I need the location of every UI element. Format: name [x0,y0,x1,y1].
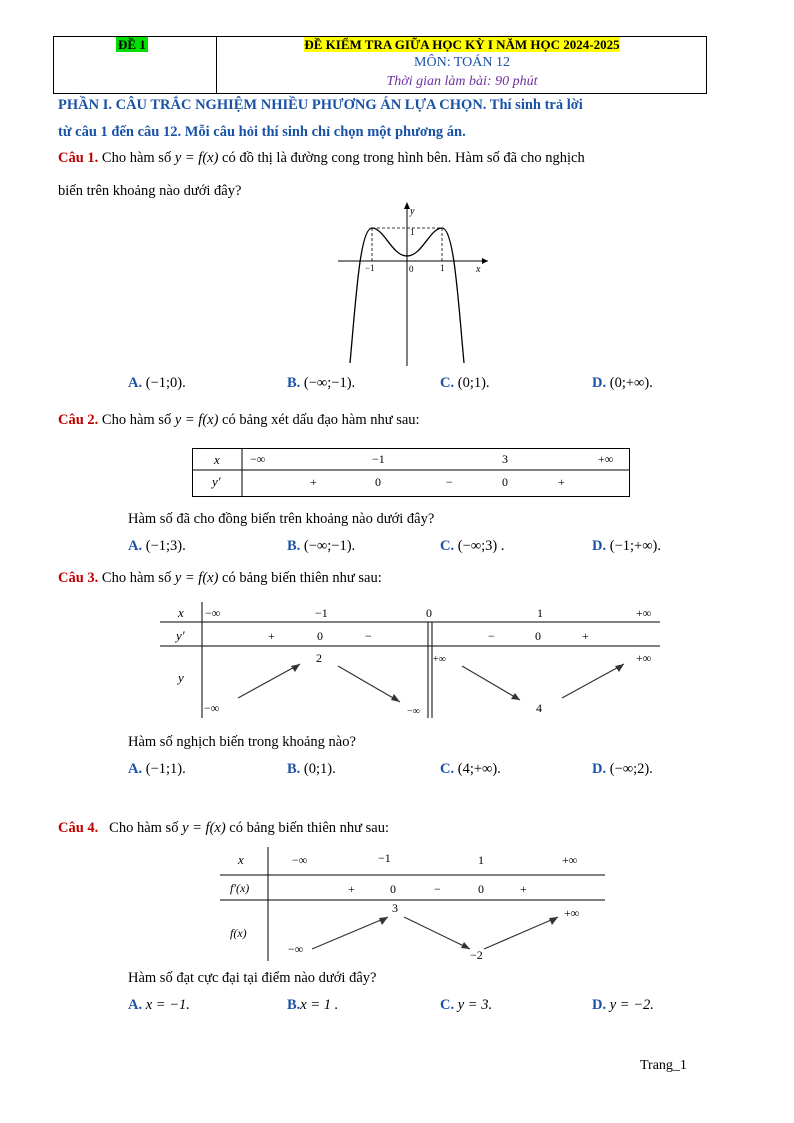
q4-label: Câu 4. [58,820,99,836]
svg-text:−2: −2 [470,948,483,962]
q3-line1: Câu 3. Cho hàm số y = f(x) có bảng biến thiên như sau: [58,570,382,586]
x-axis-arrow [482,258,488,264]
svg-text:x: x [178,605,184,620]
svg-text:y′: y′ [176,628,185,643]
svg-text:2: 2 [316,651,322,665]
svg-text:0: 0 [375,475,381,489]
svg-text:x: x [238,852,244,867]
svg-text:4: 4 [536,701,542,715]
q1-option-a[interactable]: A. (−1;0). [128,375,186,391]
svg-text:x: x [214,452,220,467]
svg-text:3: 3 [392,901,398,915]
graph-y-label: y [410,206,415,217]
svg-text:+∞: +∞ [564,906,580,920]
q4-variation-table [220,845,610,963]
subject: MÔN: TOÁN 12 [414,55,510,70]
graph-origin: 0 [409,264,414,274]
q2-option-b[interactable]: B. (−∞;−1). [287,538,356,554]
svg-text:+: + [520,882,527,896]
q4-question: Hàm số đạt cực đại tại điểm nào dưới đây? [128,970,377,986]
svg-text:f′(x): f′(x) [230,881,250,895]
q1-option-d[interactable]: D. (0;+∞). [592,375,653,391]
q4-option-b[interactable]: B.x = 1 . [287,997,339,1013]
q4-line1: Câu 4. Cho hàm số y = f(x) có bảng biến thiên như sau: [58,820,389,836]
section-heading-line1: PHẦN I. CÂU TRẮC NGHIỆM NHIỀU PHƯƠNG ÁN LỰA CHỌN. Thí sinh trả lời [58,97,583,113]
svg-text:f(x): f(x) [230,926,247,940]
q2-option-c[interactable]: C. (−∞;3) . [440,538,505,554]
svg-text:+∞: +∞ [433,654,446,665]
q3-question: Hàm số nghịch biến trong khoảng nào? [128,734,356,750]
svg-text:−: − [446,475,453,489]
section-heading-line2: từ câu 1 đến câu 12. Mỗi câu hỏi thí sinh chỉ chọn một phương án. [58,124,466,140]
exam-title [217,37,707,54]
q3-option-b[interactable]: B. (0;1). [287,761,336,777]
svg-text:+: + [268,629,275,643]
svg-text:−∞: −∞ [292,853,308,867]
q4-option-d[interactable]: D. y = −2. [592,997,654,1013]
svg-text:−∞: −∞ [205,606,221,620]
svg-text:0: 0 [502,475,508,489]
svg-text:+∞: +∞ [636,651,652,665]
q1-text-a: Cho hàm số [101,150,172,166]
time-limit: Thời gian làm bài: 90 phút [386,74,538,89]
svg-text:0: 0 [478,882,484,896]
q1-text-b: có đồ thị là đường cong trong hình bên. Hàm số đã cho nghịch [222,150,585,166]
svg-text:+: + [310,475,317,489]
q1-option-b[interactable]: B. (−∞;−1). [287,375,356,391]
q1-func: y = f(x) [174,150,219,166]
q1-graph [330,198,490,368]
q3-variation-table [160,600,660,720]
svg-text:−1: −1 [372,452,385,466]
q3-option-a[interactable]: A. (−1;1). [128,761,186,777]
svg-text:−: − [365,629,372,643]
exam-title-text: ĐỀ KIỂM TRA GIỮA HỌC KỲ I NĂM HỌC 2024-2025 [304,37,620,52]
graph-x-tick-1: 1 [440,263,445,273]
svg-text:−∞: −∞ [250,452,266,466]
svg-text:1: 1 [478,853,484,867]
q2-sign-table [192,448,632,498]
exam-code [116,37,148,54]
svg-text:+: + [558,475,565,489]
graph-x-tick-neg1: −1 [365,263,375,273]
q1-label: Câu 1. [58,150,99,166]
svg-text:0: 0 [390,882,396,896]
q2-question: Hàm số đã cho đồng biến trên khoảng nào dưới đây? [128,511,435,527]
svg-text:0: 0 [317,629,323,643]
q3-option-c[interactable]: C. (4;+∞). [440,761,501,777]
q2-option-a[interactable]: A. (−1;3). [128,538,186,554]
q1-line1 [58,150,585,167]
svg-text:+: + [582,629,589,643]
svg-text:0: 0 [426,606,432,620]
q1-option-c[interactable]: C. (0;1). [440,375,490,391]
q2-label: Câu 2. [58,412,99,428]
q4-option-c[interactable]: C. y = 3. [440,997,493,1013]
svg-text:+∞: +∞ [562,853,578,867]
svg-text:−∞: −∞ [204,701,220,715]
page-number: Trang_1 [640,1058,687,1073]
q3-label: Câu 3. [58,570,99,586]
q2-option-d[interactable]: D. (−1;+∞). [592,538,661,554]
graph-x-label: x [476,264,481,275]
svg-text:−: − [434,882,441,896]
svg-text:+∞: +∞ [636,606,652,620]
svg-text:−: − [488,629,495,643]
svg-text:−1: −1 [378,851,391,865]
svg-text:3: 3 [502,452,508,466]
exam-code-text: ĐỀ 1 [118,37,146,52]
svg-text:+: + [348,882,355,896]
svg-text:−∞: −∞ [288,942,304,956]
svg-text:−∞: −∞ [407,706,420,717]
svg-text:−1: −1 [315,606,328,620]
graph-y-tick-1: 1 [410,227,415,237]
q2-line1: Câu 2. Cho hàm số y = f(x) có bảng xét dấu đạo hàm như sau: [58,412,420,428]
q3-option-d[interactable]: D. (−∞;2). [592,761,653,777]
svg-text:0: 0 [535,629,541,643]
svg-text:y′: y′ [212,474,221,489]
svg-text:1: 1 [537,606,543,620]
svg-text:+∞: +∞ [598,452,614,466]
svg-text:y: y [178,670,184,685]
q1-line2: biến trên khoảng nào dưới đây? [58,183,242,199]
q4-option-a[interactable]: A. x = −1. [128,997,190,1013]
